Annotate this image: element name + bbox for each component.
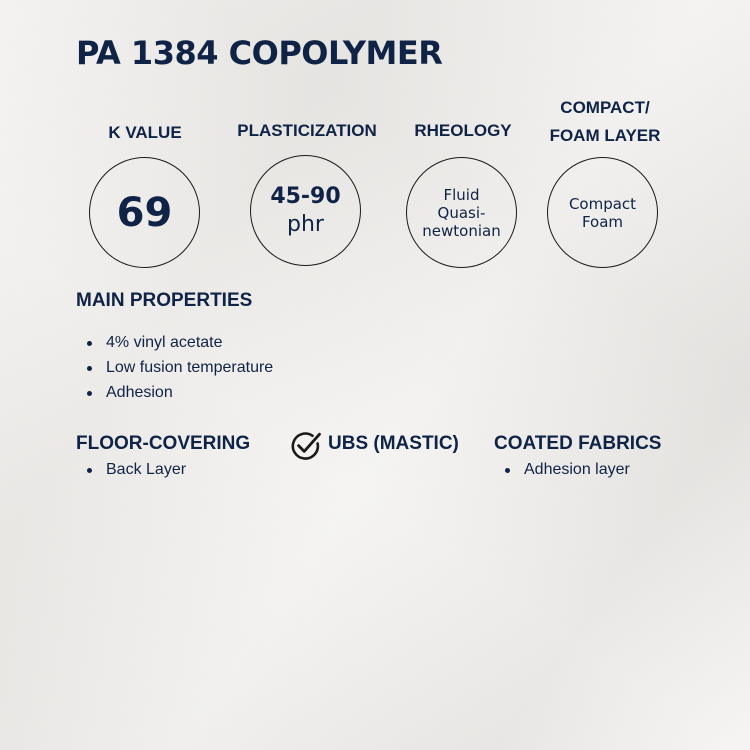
list-item: 4% vinyl acetate: [76, 330, 273, 355]
layer-line: Foam: [581, 212, 624, 231]
check-circle-icon: [290, 431, 322, 461]
floor-covering-list: [76, 457, 186, 482]
rheology-line: newtonian: [422, 221, 501, 240]
plasticization-value: 45-90: [270, 183, 341, 209]
ubs-mastic-heading: UBS (MASTIC): [328, 433, 459, 454]
spec-label-k-value: K VALUE: [108, 123, 182, 142]
spec-label-plasticization: PLASTICIZATION: [237, 121, 377, 140]
layer-line: Compact: [568, 194, 637, 213]
coated-fabrics-heading: COATED FABRICS: [494, 433, 662, 454]
coated-fabrics-list: [494, 457, 630, 482]
list-item: Back Layer: [76, 457, 186, 482]
main-properties-heading: MAIN PROPERTIES: [76, 290, 253, 311]
page-title: PA 1384 COPOLYMER: [76, 34, 443, 72]
rheology-line: Fluid: [443, 185, 480, 204]
floor-covering-heading: FLOOR-COVERING: [76, 433, 251, 454]
spec-label-compact-foam-layer: COMPACT/ FOAM LAYER: [549, 98, 661, 145]
rheology-line: Quasi-: [437, 203, 486, 222]
compact-foam-circle: [547, 157, 658, 268]
plasticization-unit: phr: [287, 211, 324, 237]
list-item: Low fusion temperature: [76, 355, 273, 380]
spec-label-rheology: RHEOLOGY: [414, 121, 512, 140]
rheology-circle: [406, 157, 517, 268]
main-properties-list: [76, 330, 273, 405]
list-item: Adhesion: [76, 380, 273, 405]
k-value-circle: [89, 157, 200, 268]
k-value: 69: [116, 189, 173, 236]
plasticization-circle: [250, 155, 361, 266]
list-item: Adhesion layer: [494, 457, 630, 482]
